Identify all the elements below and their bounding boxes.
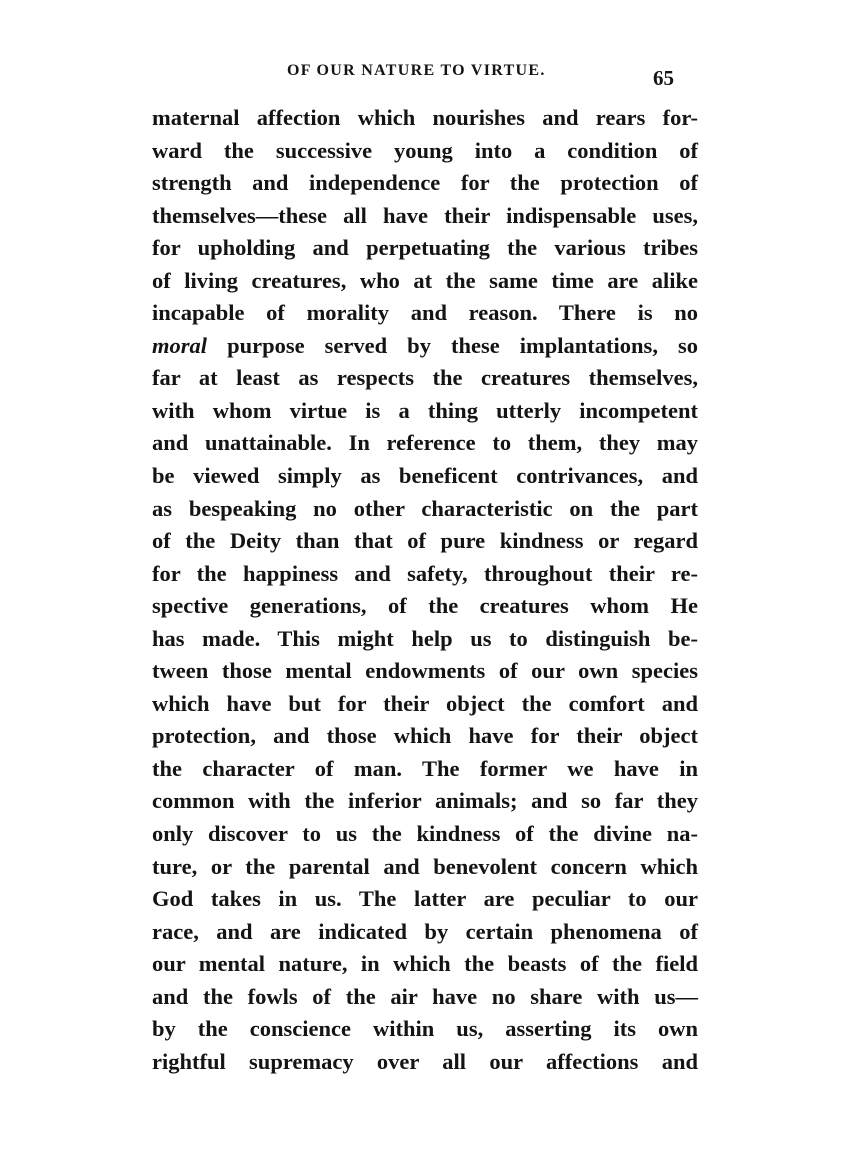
text-line: race, and are indicated by certain phenomena of bbox=[152, 918, 698, 944]
text-line: and unattainable. In reference to them, they may bbox=[152, 430, 699, 456]
text-line: ture, or the parental and benevolent concern which bbox=[152, 853, 698, 879]
text-line: be viewed simply as beneficent contrivances, and bbox=[152, 463, 698, 489]
text-line: spective generations, of the creatures whom He bbox=[152, 593, 698, 619]
italic-word: moral bbox=[152, 332, 208, 358]
text-line: moral purpose served by these implantations, so bbox=[152, 332, 699, 358]
text-line: ward the successive young into a condition of bbox=[152, 137, 698, 163]
text-line: rightful supremacy over all our affections and bbox=[152, 1048, 699, 1074]
text-line: which have but for their object the comfort and bbox=[152, 690, 699, 716]
text-line: strength and independence for the protection of bbox=[152, 170, 699, 196]
running-head bbox=[0, 62, 850, 90]
text-line: the character of man. The former we have in bbox=[152, 755, 698, 781]
text-line: of living creatures, who at the same time are alike bbox=[152, 267, 699, 293]
text-line: far at least as respects the creatures themselves, bbox=[152, 365, 699, 391]
running-title: OF OUR NATURE TO VIRTUE. bbox=[287, 62, 546, 79]
text-line: of the Deity than that of pure kindness or regard bbox=[152, 528, 699, 554]
text-line: as bespeaking no other characteristic on the part bbox=[152, 495, 699, 521]
text-line: by the conscience within us, asserting its own bbox=[152, 1016, 698, 1042]
text-line: and the fowls of the air have no share with us— bbox=[152, 983, 698, 1009]
text-line: tween those mental endowments of our own species bbox=[152, 658, 698, 684]
text-line: for upholding and perpetuating the various tribes bbox=[152, 235, 698, 261]
page-number: 65 bbox=[653, 66, 674, 90]
text-line: with whom virtue is a thing utterly incompetent bbox=[152, 397, 699, 423]
text-line: incapable of morality and reason. There is no bbox=[152, 300, 698, 326]
text-line: maternal affection which nourishes and rears for- bbox=[152, 105, 698, 130]
text-line: for the happiness and safety, throughout their re- bbox=[152, 560, 698, 586]
text-line: themselves—these all have their indispensable uses, bbox=[152, 202, 699, 228]
text-line: protection, and those which have for their object bbox=[152, 723, 698, 749]
text-line: our mental nature, in which the beasts of the field bbox=[152, 951, 698, 977]
text-line: God takes in us. The latter are peculiar to our bbox=[152, 886, 698, 912]
text-line: common with the inferior animals; and so far they bbox=[152, 788, 698, 814]
text-line: only discover to us the kindness of the divine na- bbox=[152, 821, 699, 847]
text-line: has made. This might help us to distinguish be- bbox=[152, 625, 699, 651]
body-text bbox=[152, 102, 698, 1078]
